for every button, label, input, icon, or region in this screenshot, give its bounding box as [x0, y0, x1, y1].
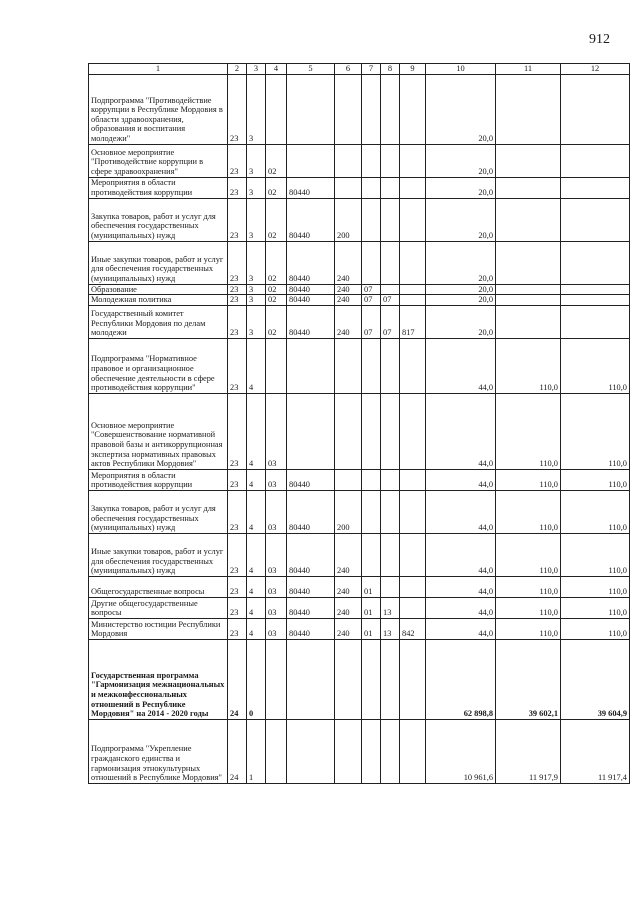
table-cell-1: Государственный комитет Республики Мордовия по делам молодежи: [89, 305, 228, 338]
table-cell-3: 3: [247, 284, 266, 295]
table-cell-5: 80440: [287, 533, 335, 576]
table-cell-4: 03: [266, 576, 287, 597]
table-cell-8: 13: [381, 618, 400, 639]
table-cell-6: 200: [335, 490, 362, 533]
table-cell-2: 23: [228, 533, 247, 576]
table-cell-4: 03: [266, 490, 287, 533]
table-cell-6: 240: [335, 241, 362, 284]
table-row: [89, 295, 630, 306]
table-cell-11: 11 917,9: [496, 719, 561, 783]
table-cell-11: [496, 177, 561, 198]
table-cell-12: 11 917,4: [561, 719, 630, 783]
table-cell-5: [287, 144, 335, 177]
table-row: [89, 177, 630, 198]
table-cell-2: 23: [228, 177, 247, 198]
table-cell-10: 44,0: [426, 338, 496, 393]
table-cell-11: [496, 305, 561, 338]
table-cell-3: 3: [247, 305, 266, 338]
table-row: [89, 284, 630, 295]
table-row: [89, 639, 630, 719]
table-cell-8: [381, 144, 400, 177]
table-cell-2: 23: [228, 295, 247, 306]
header-row: [89, 64, 630, 75]
table-cell-1: Подпрограмма "Противодействие коррупции в Республике Мордовия в области здравоохранения, образования и воспитания молодежи": [89, 74, 228, 144]
table-cell-8: [381, 490, 400, 533]
table-cell-5: [287, 393, 335, 469]
table-cell-2: 23: [228, 490, 247, 533]
table-cell-2: 23: [228, 144, 247, 177]
table-cell-11: [496, 295, 561, 306]
table-cell-5: 80440: [287, 618, 335, 639]
table-row: [89, 241, 630, 284]
table-cell-10: 44,0: [426, 469, 496, 490]
table-row: [89, 144, 630, 177]
table-cell-3: 3: [247, 177, 266, 198]
table-cell-6: [335, 144, 362, 177]
table-cell-11: [496, 284, 561, 295]
table-cell-6: 240: [335, 284, 362, 295]
table-cell-8: [381, 284, 400, 295]
table-row: [89, 490, 630, 533]
table-cell-6: [335, 74, 362, 144]
table-cell-8: [381, 198, 400, 241]
page-number: 912: [589, 32, 610, 47]
table-row: [89, 533, 630, 576]
table-cell-1: Иные закупки товаров, работ и услуг для обеспечения государственных (муниципальных) нужд: [89, 533, 228, 576]
header-cell-10: 10: [426, 64, 496, 75]
table-cell-3: 0: [247, 639, 266, 719]
table-cell-3: 3: [247, 198, 266, 241]
table-cell-9: [400, 576, 426, 597]
table-cell-8: [381, 533, 400, 576]
table-row: [89, 719, 630, 783]
table-cell-12: 110,0: [561, 597, 630, 618]
table-cell-9: [400, 295, 426, 306]
table-cell-2: 23: [228, 74, 247, 144]
table-cell-12: 39 604,9: [561, 639, 630, 719]
table-cell-6: 240: [335, 305, 362, 338]
table-cell-1: Закупка товаров, работ и услуг для обеспечения государственных (муниципальных) нужд: [89, 490, 228, 533]
table-cell-2: 23: [228, 198, 247, 241]
table-cell-10: 44,0: [426, 533, 496, 576]
table-cell-9: [400, 338, 426, 393]
table-cell-12: 110,0: [561, 393, 630, 469]
table-cell-1: Другие общегосударственные вопросы: [89, 597, 228, 618]
table-cell-9: 842: [400, 618, 426, 639]
table-cell-5: [287, 74, 335, 144]
table-row: [89, 618, 630, 639]
table-cell-11: 110,0: [496, 618, 561, 639]
table-cell-6: 240: [335, 533, 362, 576]
header-cell-11: 11: [496, 64, 561, 75]
table-cell-7: [362, 490, 381, 533]
table-cell-5: [287, 338, 335, 393]
table-cell-6: [335, 393, 362, 469]
table-cell-8: 13: [381, 597, 400, 618]
table-cell-9: 817: [400, 305, 426, 338]
table-cell-2: 23: [228, 241, 247, 284]
table-cell-9: [400, 533, 426, 576]
table-cell-10: 20,0: [426, 241, 496, 284]
table-cell-1: Государственная программа "Гармонизация межнациональных и межконфессиональных отношений в Республике Мордовия" на 2014 - 2020 годы: [89, 639, 228, 719]
table-cell-10: 20,0: [426, 295, 496, 306]
table-cell-4: 02: [266, 305, 287, 338]
table-cell-9: [400, 597, 426, 618]
table-cell-6: 240: [335, 597, 362, 618]
table-cell-6: [335, 338, 362, 393]
table-cell-1: Министерство юстиции Республики Мордовия: [89, 618, 228, 639]
table-cell-11: 110,0: [496, 576, 561, 597]
table-cell-1: Подпрограмма "Нормативное правовое и организационное обеспечение деятельности в сфере противодействия коррупции": [89, 338, 228, 393]
table-cell-7: [362, 177, 381, 198]
table-cell-8: [381, 469, 400, 490]
table-cell-7: [362, 393, 381, 469]
table-cell-11: [496, 144, 561, 177]
table-cell-9: [400, 719, 426, 783]
table-cell-12: [561, 305, 630, 338]
table-cell-1: Закупка товаров, работ и услуг для обеспечения государственных (муниципальных) нужд: [89, 198, 228, 241]
table-cell-7: [362, 198, 381, 241]
table-cell-4: 03: [266, 393, 287, 469]
table-cell-11: 110,0: [496, 533, 561, 576]
table-cell-3: 3: [247, 144, 266, 177]
table-cell-7: 01: [362, 597, 381, 618]
table-cell-12: [561, 295, 630, 306]
header-cell-9: 9: [400, 64, 426, 75]
header-cell-8: 8: [381, 64, 400, 75]
table-cell-7: 07: [362, 295, 381, 306]
table-cell-7: [362, 639, 381, 719]
table-cell-11: [496, 198, 561, 241]
table-cell-3: 4: [247, 469, 266, 490]
table-cell-8: [381, 639, 400, 719]
table-cell-1: Мероприятия в области противодействия коррупции: [89, 177, 228, 198]
table-cell-5: 80440: [287, 198, 335, 241]
table-cell-7: [362, 338, 381, 393]
table-row: [89, 198, 630, 241]
table-cell-12: 110,0: [561, 490, 630, 533]
table-cell-5: [287, 719, 335, 783]
table-cell-10: 44,0: [426, 490, 496, 533]
table-cell-10: 44,0: [426, 576, 496, 597]
table-cell-4: 03: [266, 469, 287, 490]
table-cell-2: 23: [228, 393, 247, 469]
table-cell-4: [266, 74, 287, 144]
table-cell-9: [400, 74, 426, 144]
table-cell-7: [362, 241, 381, 284]
table-cell-9: [400, 393, 426, 469]
header-cell-12: 12: [561, 64, 630, 75]
table-cell-10: 20,0: [426, 177, 496, 198]
table-cell-2: 24: [228, 639, 247, 719]
table-row: [89, 597, 630, 618]
table-row: [89, 305, 630, 338]
table-cell-8: [381, 719, 400, 783]
table-cell-9: [400, 198, 426, 241]
table-cell-1: Иные закупки товаров, работ и услуг для обеспечения государственных (муниципальных) нужд: [89, 241, 228, 284]
table-cell-12: [561, 144, 630, 177]
table-cell-12: 110,0: [561, 618, 630, 639]
header-cell-7: 7: [362, 64, 381, 75]
table-cell-1: Общегосударственные вопросы: [89, 576, 228, 597]
table-row: [89, 74, 630, 144]
table-cell-4: [266, 338, 287, 393]
table-cell-8: [381, 74, 400, 144]
table-cell-4: 02: [266, 198, 287, 241]
table-cell-4: 02: [266, 144, 287, 177]
table-cell-10: 20,0: [426, 198, 496, 241]
table-cell-1: Основное мероприятие "Противодействие коррупции в сфере здравоохранения": [89, 144, 228, 177]
table-cell-3: 4: [247, 576, 266, 597]
table-cell-3: 4: [247, 490, 266, 533]
table-cell-2: 23: [228, 576, 247, 597]
table-cell-8: [381, 393, 400, 469]
table-cell-11: [496, 241, 561, 284]
table-cell-2: 24: [228, 719, 247, 783]
table-cell-5: [287, 639, 335, 719]
table-cell-7: [362, 719, 381, 783]
table-cell-3: 4: [247, 393, 266, 469]
table-cell-12: 110,0: [561, 533, 630, 576]
table-cell-3: 3: [247, 241, 266, 284]
header-cell-4: 4: [266, 64, 287, 75]
table-cell-12: [561, 177, 630, 198]
table-cell-3: 4: [247, 618, 266, 639]
table-cell-12: [561, 74, 630, 144]
table-cell-11: 110,0: [496, 490, 561, 533]
table-cell-8: 07: [381, 305, 400, 338]
table-cell-4: 02: [266, 284, 287, 295]
table-cell-5: 80440: [287, 284, 335, 295]
table-cell-2: 23: [228, 469, 247, 490]
table-cell-6: [335, 469, 362, 490]
table-cell-3: 3: [247, 295, 266, 306]
table-cell-12: 110,0: [561, 338, 630, 393]
table-cell-7: 07: [362, 284, 381, 295]
table-cell-11: 110,0: [496, 597, 561, 618]
table-cell-12: 110,0: [561, 469, 630, 490]
table-cell-10: 44,0: [426, 393, 496, 469]
table-cell-4: 03: [266, 533, 287, 576]
table-cell-10: 20,0: [426, 284, 496, 295]
table-cell-4: [266, 719, 287, 783]
table-cell-8: [381, 241, 400, 284]
budget-table: [88, 63, 630, 784]
table-cell-1: Образование: [89, 284, 228, 295]
table-cell-9: [400, 469, 426, 490]
table-cell-5: 80440: [287, 597, 335, 618]
table-cell-8: [381, 576, 400, 597]
table-row: [89, 393, 630, 469]
table-cell-5: 80440: [287, 177, 335, 198]
table-cell-11: 110,0: [496, 393, 561, 469]
table-cell-5: 80440: [287, 305, 335, 338]
table-cell-11: [496, 74, 561, 144]
table-cell-10: 20,0: [426, 74, 496, 144]
table-cell-6: 200: [335, 198, 362, 241]
table-cell-12: [561, 241, 630, 284]
table-cell-6: [335, 719, 362, 783]
table-cell-3: 4: [247, 338, 266, 393]
table-cell-9: [400, 639, 426, 719]
table-cell-6: [335, 177, 362, 198]
table-cell-6: 240: [335, 576, 362, 597]
table-cell-9: [400, 284, 426, 295]
table-cell-1: Молодежная политика: [89, 295, 228, 306]
table-cell-6: 240: [335, 618, 362, 639]
table-row: [89, 576, 630, 597]
table-cell-11: 110,0: [496, 469, 561, 490]
table-cell-3: 4: [247, 597, 266, 618]
table-cell-9: [400, 144, 426, 177]
table-row: [89, 338, 630, 393]
table-cell-8: [381, 177, 400, 198]
table-cell-8: 07: [381, 295, 400, 306]
table-cell-10: 62 898,8: [426, 639, 496, 719]
table-cell-2: 23: [228, 338, 247, 393]
table-cell-2: 23: [228, 597, 247, 618]
table-cell-12: [561, 198, 630, 241]
table-cell-9: [400, 241, 426, 284]
table-cell-4: 03: [266, 618, 287, 639]
table-cell-7: 01: [362, 576, 381, 597]
table-cell-9: [400, 490, 426, 533]
table-cell-6: [335, 639, 362, 719]
table-cell-12: 110,0: [561, 576, 630, 597]
table-cell-7: 07: [362, 305, 381, 338]
table-cell-7: [362, 533, 381, 576]
table-cell-4: 03: [266, 597, 287, 618]
table-cell-7: 01: [362, 618, 381, 639]
table-cell-3: 1: [247, 719, 266, 783]
table-cell-4: 02: [266, 241, 287, 284]
table-cell-3: 3: [247, 74, 266, 144]
table-cell-10: 20,0: [426, 144, 496, 177]
table-cell-11: 39 602,1: [496, 639, 561, 719]
table-cell-2: 23: [228, 618, 247, 639]
table-cell-4: 02: [266, 295, 287, 306]
table-cell-3: 4: [247, 533, 266, 576]
table-cell-10: 10 961,6: [426, 719, 496, 783]
table-cell-2: 23: [228, 305, 247, 338]
table-cell-8: [381, 338, 400, 393]
header-cell-6: 6: [335, 64, 362, 75]
table-body: [89, 74, 630, 783]
header-cell-3: 3: [247, 64, 266, 75]
table-cell-10: 44,0: [426, 618, 496, 639]
table-cell-7: [362, 74, 381, 144]
table-cell-9: [400, 177, 426, 198]
table-cell-4: 02: [266, 177, 287, 198]
table-cell-1: Мероприятия в области противодействия коррупции: [89, 469, 228, 490]
table-row: [89, 469, 630, 490]
table-cell-12: [561, 284, 630, 295]
table-cell-5: 80440: [287, 490, 335, 533]
table-cell-5: 80440: [287, 469, 335, 490]
table-cell-4: [266, 639, 287, 719]
header-cell-2: 2: [228, 64, 247, 75]
table-cell-11: 110,0: [496, 338, 561, 393]
table-cell-6: 240: [335, 295, 362, 306]
table-cell-2: 23: [228, 284, 247, 295]
table-cell-5: 80440: [287, 295, 335, 306]
header-cell-5: 5: [287, 64, 335, 75]
table-cell-7: [362, 469, 381, 490]
table-cell-10: 20,0: [426, 305, 496, 338]
table-cell-7: [362, 144, 381, 177]
table-cell-5: 80440: [287, 241, 335, 284]
table-cell-10: 44,0: [426, 597, 496, 618]
header-cell-1: 1: [89, 64, 228, 75]
table-cell-1: Основное мероприятие "Совершенствование нормативной правовой базы и антикоррупционная экспертиза нормативных правовых актов Республики Мордовия": [89, 393, 228, 469]
table-cell-5: 80440: [287, 576, 335, 597]
table-cell-1: Подпрограмма "Укрепление гражданского единства и гармонизация этнокультурных отношений в Республике Мордовия": [89, 719, 228, 783]
